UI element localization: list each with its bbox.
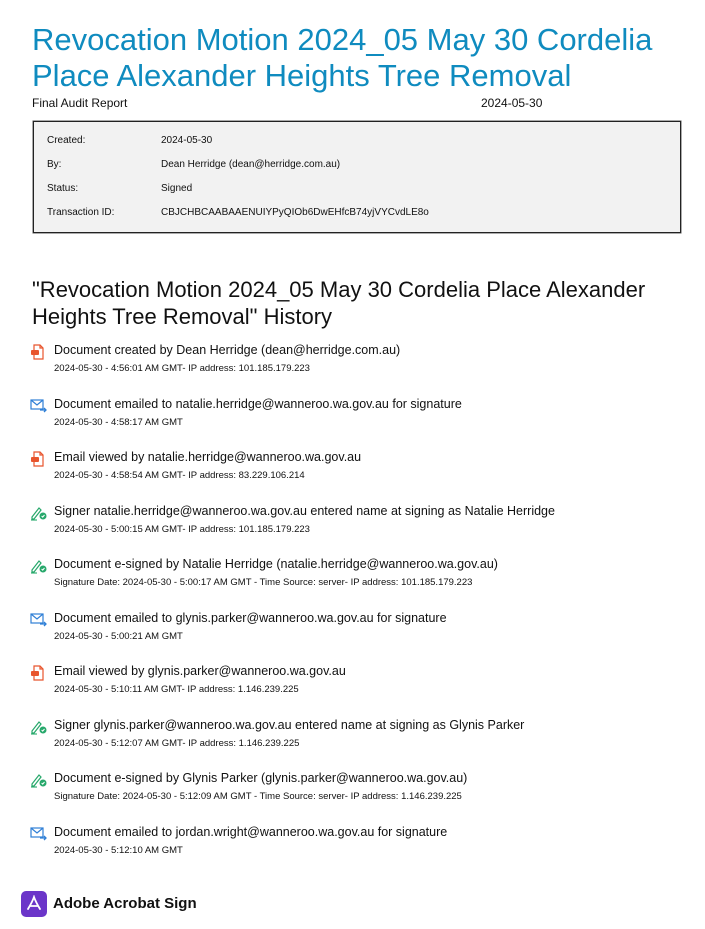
history-title: "Revocation Motion 2024_05 May 30 Cordelia Place Alexander Heights Tree Removal" History <box>32 277 646 329</box>
email-sent-icon <box>30 398 48 414</box>
history-event-meta: 2024-05-30 - 4:56:01 AM GMT- IP address: 101.185.179.223 <box>54 363 310 374</box>
status-label: Status: <box>47 183 79 194</box>
history-event-text: Email viewed by natalie.herridge@wanneroo.wa.gov.au <box>54 450 362 464</box>
history-event-text: Signer glynis.parker@wanneroo.wa.gov.au entered name at signing as Glynis Parker <box>54 717 525 732</box>
history-event <box>30 396 690 436</box>
document-viewed-icon <box>30 665 48 681</box>
e-signed-icon <box>30 772 48 788</box>
history-event <box>30 610 690 650</box>
history-event-meta: 2024-05-30 - 5:00:15 AM GMT- IP address: 101.185.179.223 <box>54 523 310 535</box>
history-event-meta: 2024-05-30 - 4:58:17 AM GMT <box>54 416 183 428</box>
document-viewed-icon <box>30 451 48 467</box>
history-event-text: Document emailed to glynis.parker@wanneroo.wa.gov.au for signature <box>54 610 447 625</box>
email-sent-icon <box>30 612 48 628</box>
history-event-meta: 2024-05-30 - 5:10:11 AM GMT- IP address: 1.146.239.225 <box>54 684 299 695</box>
history-event <box>30 824 690 864</box>
history-event <box>30 342 690 382</box>
history-event-text: Document e-signed by Glynis Parker (glynis.parker@wanneroo.wa.gov.au) <box>54 771 468 785</box>
email-sent-icon <box>30 826 48 842</box>
summary-box <box>33 121 681 233</box>
history-event <box>30 717 690 757</box>
history-event <box>30 449 690 489</box>
created-label: Created: <box>47 135 86 146</box>
history-event-text: Document emailed to natalie.herridge@wanneroo.wa.gov.au for signature <box>54 396 462 411</box>
e-signed-icon <box>30 558 48 574</box>
document-title: Revocation Motion 2024_05 May 30 Cordelia Place Alexander Heights Tree Removal <box>32 22 653 93</box>
history-event-meta: 2024-05-30 - 4:58:54 AM GMT- IP address: 83.229.106.214 <box>54 470 305 481</box>
status-value: Signed <box>161 183 193 194</box>
signer-icon <box>30 505 48 521</box>
document-created-icon <box>30 344 48 360</box>
history-event-text: Email viewed by glynis.parker@wanneroo.wa.gov.au <box>54 664 346 678</box>
history-event-text: Document created by Dean Herridge (dean@herridge.com.au) <box>54 343 401 357</box>
history-event <box>30 556 690 596</box>
history-event <box>30 503 690 543</box>
history-event-text: Document e-signed by Natalie Herridge (natalie.herridge@wanneroo.wa.gov.au) <box>54 557 498 571</box>
history-event-meta: Signature Date: 2024-05-30 - 5:12:09 AM GMT - Time Source: server- IP address: 1.146.239.225 <box>54 791 462 802</box>
history-event-meta: 2024-05-30 - 5:12:07 AM GMT- IP address: 1.146.239.225 <box>54 737 300 749</box>
history-event <box>30 770 690 810</box>
signer-icon <box>30 719 48 735</box>
history-event-meta: Signature Date: 2024-05-30 - 5:00:17 AM GMT - Time Source: server- IP address: 101.185.179.223 <box>54 577 473 588</box>
history-event-meta: 2024-05-30 - 5:00:21 AM GMT <box>54 630 183 642</box>
history-event-text: Document emailed to jordan.wright@wanneroo.wa.gov.au for signature <box>54 824 448 839</box>
history-event <box>30 663 690 703</box>
adobe-acrobat-icon <box>21 891 47 917</box>
history-event-text: Signer natalie.herridge@wanneroo.wa.gov.au entered name at signing as Natalie Herridge <box>54 503 555 518</box>
created-value: 2024-05-30 <box>161 135 213 146</box>
history-event-meta: 2024-05-30 - 5:12:10 AM GMT <box>54 844 183 856</box>
report-date: 2024-05-30 <box>481 96 543 110</box>
by-label: By: <box>47 159 62 170</box>
transaction-label: Transaction ID: <box>47 207 115 218</box>
by-value: Dean Herridge (dean@herridge.com.au) <box>161 159 341 170</box>
transaction-value: CBJCHBCAABAAENUIYPyQIOb6DwEHfcB74yjVYCvdLE8o <box>161 207 429 218</box>
report-label: Final Audit Report <box>32 96 128 110</box>
brand-name: Adobe Acrobat Sign <box>53 895 197 912</box>
